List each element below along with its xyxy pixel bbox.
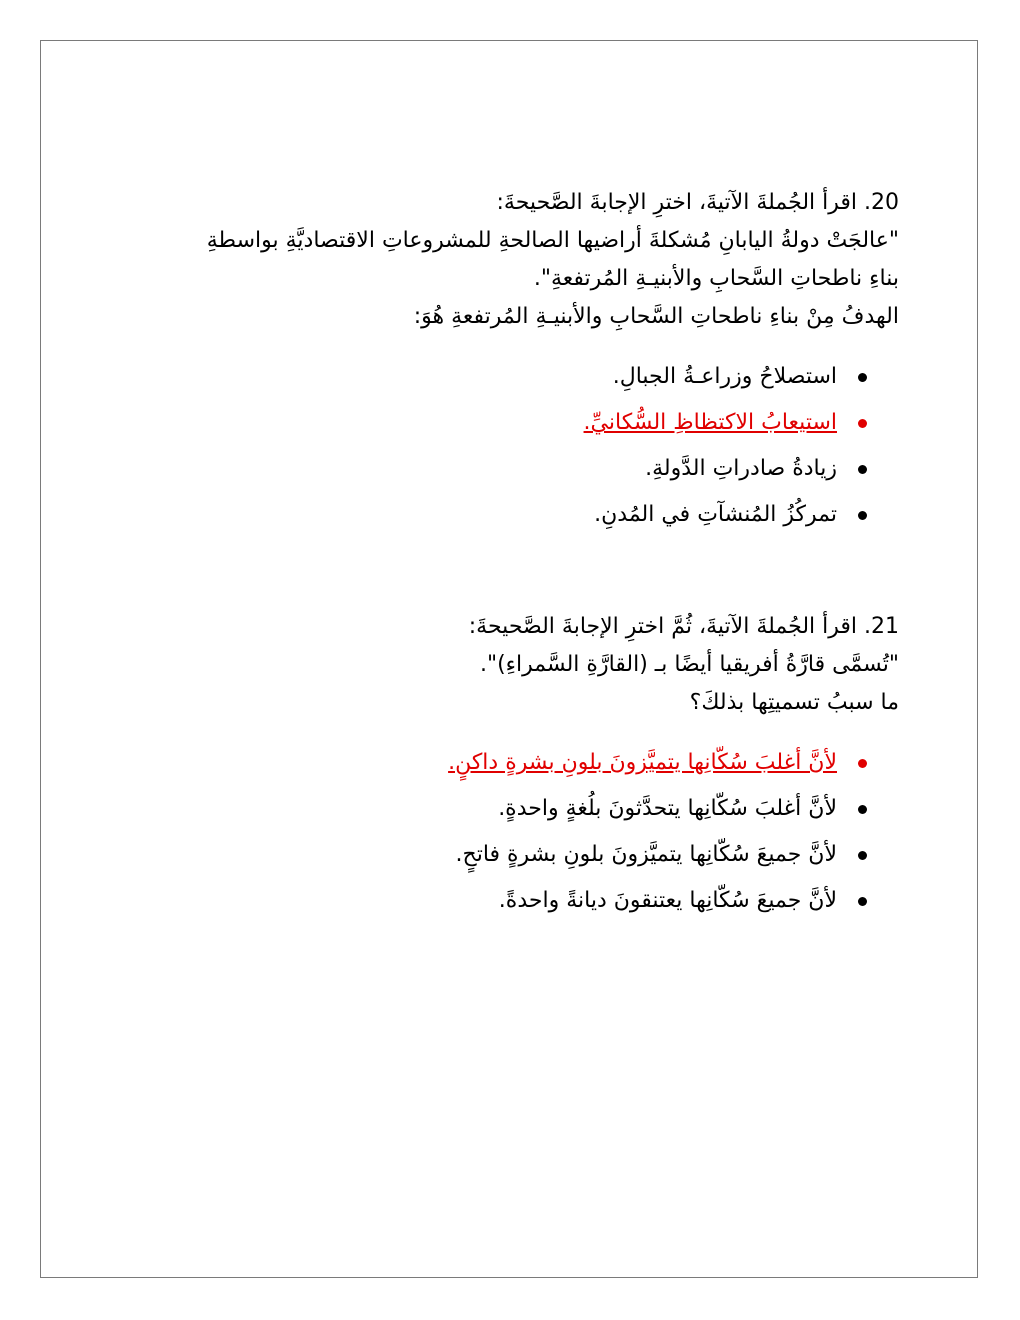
bullet-icon bbox=[858, 897, 867, 906]
bullet-icon bbox=[858, 759, 867, 768]
option-text: لأنَّ أغلبَ سُكّانِها يتميَّزونَ بلونِ بشرةٍ داكنٍ. bbox=[448, 750, 837, 775]
question-21-option-3 bbox=[99, 832, 899, 878]
option-text: لأنَّ أغلبَ سُكّانِها يتحدَّثونَ بلُغةٍ واحدةٍ. bbox=[498, 796, 837, 821]
question-20 bbox=[99, 184, 899, 538]
question-21-option-1-correct bbox=[99, 740, 899, 786]
question-spacer bbox=[99, 538, 899, 608]
question-20-quote-line-1: "عالجَتْ دولةُ اليابانِ مُشكلةَ أراضيها الصالحةِ للمشروعاتِ الاقتصاديَّةِ بواسطةِ bbox=[206, 228, 899, 253]
question-20-prompt: 20. اقرأ الجُملةَ الآتيةَ، اخترِ الإجابةَ الصَّحيحةَ: bbox=[496, 190, 899, 215]
question-20-option-3 bbox=[99, 446, 899, 492]
option-text: استيعابُ الاكتظاظِ السُّكانيِّ. bbox=[583, 410, 837, 435]
question-21-option-2 bbox=[99, 786, 899, 832]
document-page bbox=[40, 40, 978, 1278]
option-text: لأنَّ جميعَ سُكّانِها يتميَّزونَ بلونِ بشرةٍ فاتحٍ. bbox=[455, 842, 837, 867]
question-21-options bbox=[99, 740, 899, 924]
bullet-icon bbox=[858, 805, 867, 814]
option-text: استصلاحُ وزراعـةُ الجبالِ. bbox=[612, 364, 837, 389]
document-content bbox=[99, 184, 899, 924]
question-20-option-2-correct bbox=[99, 400, 899, 446]
question-20-stem: الهدفُ مِنْ بناءِ ناطحاتِ السَّحابِ والأبنيـةِ المُرتفعةِ هُوَ: bbox=[413, 304, 899, 329]
option-text: لأنَّ جميعَ سُكّانِها يعتنقونَ ديانةً واحدةً. bbox=[498, 888, 837, 913]
question-20-option-1 bbox=[99, 354, 899, 400]
question-21-option-4 bbox=[99, 878, 899, 924]
question-21-prompt: 21. اقرأ الجُملةَ الآتيةَ، ثُمَّ اخترِ الإجابةَ الصَّحيحةَ: bbox=[468, 614, 899, 639]
bullet-icon bbox=[858, 373, 867, 382]
bullet-icon bbox=[858, 851, 867, 860]
bullet-icon bbox=[858, 465, 867, 474]
bullet-icon bbox=[858, 511, 867, 520]
option-text: تمركُزُ المُنشآتِ في المُدنِ. bbox=[594, 502, 837, 527]
question-21 bbox=[99, 608, 899, 924]
question-20-option-4 bbox=[99, 492, 899, 538]
question-21-quote: "تُسمَّى قارَّةُ أفريقيا أيضًا بـ (القارَّةِ السَّمراءِ)". bbox=[479, 652, 899, 677]
bullet-icon bbox=[858, 419, 867, 428]
question-21-stem: ما سببُ تسميتِها بذلكَ؟ bbox=[689, 690, 899, 715]
question-20-quote-line-2: بناءِ ناطحاتِ السَّحابِ والأبنيـةِ المُرتفعةِ". bbox=[533, 266, 899, 291]
question-20-options bbox=[99, 354, 899, 538]
option-text: زيادةُ صادراتِ الدَّولةِ. bbox=[645, 456, 837, 481]
